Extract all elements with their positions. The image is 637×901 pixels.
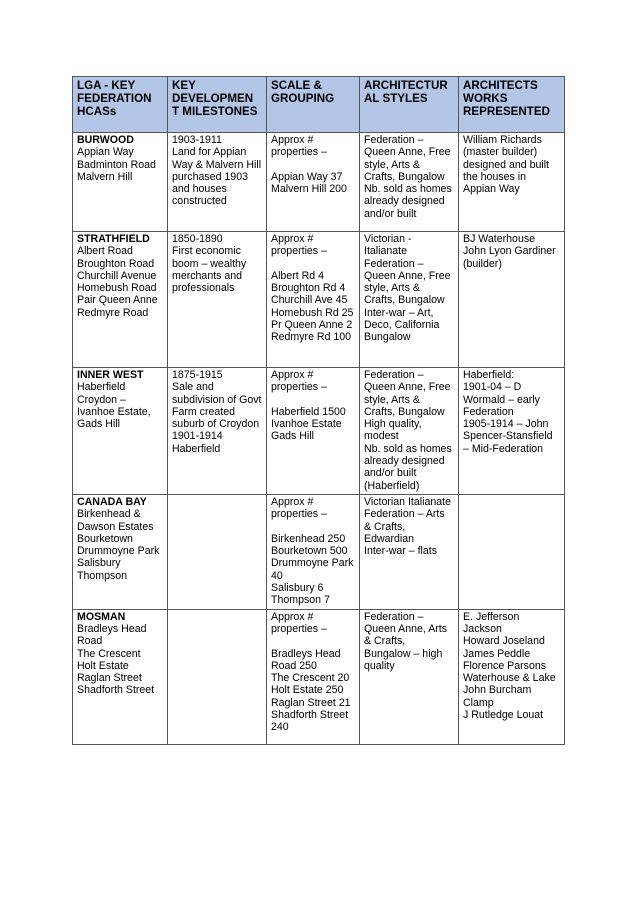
cell-line: Drummoyne Park 40 (271, 557, 354, 582)
cell-line: Albert Rd 4 (271, 269, 324, 282)
cell-line: James Peddle (463, 647, 531, 660)
cell-line: Appian Way 37 (271, 170, 343, 183)
cell-line: Inter-war – flats (364, 545, 438, 558)
cell-line: BJ Waterhouse (463, 233, 536, 245)
cell-line: Shadforth Street 240 (271, 709, 349, 734)
cell-line: 1850-1890 (172, 233, 223, 245)
cell-line: Federation – Queen Anne, Free style, Arts & Crafts, Bungalow (364, 134, 451, 183)
cell-line: Salisbury (77, 557, 121, 570)
cell-line: Federation – Queen Anne, Free style, Arts & Crafts, Bungalow (364, 257, 451, 307)
cell-line (271, 394, 355, 406)
cell-line: Salisbury 6 (271, 582, 324, 595)
cell-line: CANADA BAY (77, 495, 147, 508)
cell-line: Broughton Rd 4 (271, 282, 346, 295)
cell-architects (459, 609, 565, 744)
cell-line: MOSMAN (77, 610, 126, 623)
cell-line: Approx # properties – (271, 610, 327, 635)
cell-line: John Burcham Clamp (463, 684, 532, 709)
cell-milestones (168, 133, 267, 232)
cell-architects (459, 232, 565, 368)
cell-line: STRATHFIELD (77, 233, 150, 245)
cell-line: Approx # properties – (271, 369, 327, 394)
cell-line (271, 635, 355, 647)
cell-line: The Crescent (77, 647, 141, 660)
cell-line: 1875-1915 (172, 369, 223, 381)
cell-line: Raglan Street (77, 672, 142, 685)
cell-line: Pair Queen Anne (77, 294, 158, 307)
cell-line: Redmyre Rd 100 (271, 331, 352, 344)
cell-line (271, 159, 355, 171)
cell-scale (267, 232, 360, 368)
cell-line: Birkenhead & Dawson Estates (77, 508, 154, 533)
table-row (73, 494, 565, 609)
cell-line: Churchill Avenue (77, 269, 157, 282)
cell-line: Badminton Road (77, 158, 156, 171)
cell-architects (459, 133, 565, 232)
cell-line: The Crescent 20 (271, 672, 350, 685)
cell-architects (459, 494, 565, 609)
cell-line: INNER WEST (77, 369, 144, 381)
cell-line: Approx # properties – (271, 233, 327, 258)
cell-line: Federation – Queen Anne, Free style, Arts & Crafts, Bungalow (364, 369, 451, 418)
cell-line: BURWOOD (77, 134, 134, 146)
cell-line: Bradleys Head Road 250 (271, 647, 341, 672)
cell-line: Homebush Rd 25 (271, 306, 354, 319)
cell-line: Malvern Hill (77, 170, 133, 183)
cell-line: Bourketown 500 (271, 545, 348, 558)
cell-line: J Rutledge Louat (463, 709, 544, 722)
cell-line: Appian Way (77, 146, 134, 159)
cell-line: Birkenhead 250 (271, 532, 346, 545)
cell-scale (267, 609, 360, 744)
cell-line: Holt Estate 250 (271, 684, 344, 697)
cell-milestones (168, 609, 267, 744)
cell-milestones (168, 232, 267, 368)
cell-line: Churchill Ave 45 (271, 294, 348, 307)
cell-line: Haberfield: (463, 369, 515, 381)
cell-line: Howard Joseland (463, 635, 545, 648)
cell-line: Redmyre Road (77, 306, 149, 319)
header-styles: ARCHITECTUR AL STYLES (360, 77, 459, 133)
cell-architects (459, 368, 565, 495)
cell-scale (267, 133, 360, 232)
header-row (73, 77, 565, 133)
cell-line: Nb. sold as homes already designed and/or built (Haberfield) (364, 442, 452, 492)
cell-line: Ivanhoe Estate (271, 418, 342, 431)
cell-line: Victorian Italianate (364, 495, 451, 508)
hcas-table (72, 76, 565, 745)
cell-line (271, 258, 355, 270)
cell-line: Bourketown (77, 532, 133, 545)
cell-lga (73, 494, 168, 609)
cell-scale (267, 494, 360, 609)
table-row (73, 609, 565, 744)
cell-line: Land for Appian Way & Malvern Hill purchased 1903 and houses constructed (172, 146, 262, 208)
cell-line: Albert Road (77, 245, 133, 258)
table-row (73, 133, 565, 232)
cell-line: Approx # properties – (271, 134, 327, 159)
cell-scale (267, 368, 360, 495)
cell-line: Thompson (77, 569, 128, 582)
cell-styles (360, 494, 459, 609)
cell-line: Florence Parsons (463, 659, 547, 672)
cell-line (271, 521, 355, 533)
cell-line: Malvern Hill 200 (271, 183, 347, 196)
cell-line: High quality, modest (364, 418, 422, 443)
cell-line: Bradleys Head Road (77, 622, 147, 648)
header-architects: ARCHITECTS WORKS REPRESENTED (459, 77, 565, 133)
cell-lga (73, 232, 168, 368)
cell-line: Inter-war – Art, Deco, California Bungalow (364, 306, 440, 344)
cell-line: Approx # properties – (271, 495, 327, 521)
cell-line: Shadforth Street (77, 684, 155, 697)
cell-line: Waterhouse & Lake (463, 672, 556, 685)
cell-styles (360, 232, 459, 368)
cell-line: John Lyon Gardiner (builder) (463, 245, 556, 270)
cell-line: Nb. sold as homes already designed and/or built (364, 183, 452, 220)
cell-styles (360, 609, 459, 744)
cell-line: Croydon – Ivanhoe Estate, Gads Hill (77, 393, 151, 431)
cell-line: Haberfield 1500 (271, 405, 346, 418)
cell-styles (360, 368, 459, 495)
cell-line: Federation – Queen Anne, Arts & Crafts, (364, 610, 448, 648)
cell-line: First economic boom – wealthy merchants and professionals (172, 245, 247, 295)
cell-line: Gads Hill (271, 430, 314, 443)
cell-lga (73, 368, 168, 495)
cell-line: Raglan Street 21 (271, 696, 351, 709)
cell-line: Bungalow – high quality (364, 647, 443, 672)
cell-line: Drummoyne Park (77, 545, 160, 558)
cell-line: Sale and subdivision of Govt Farm created suburb of Croydon (172, 381, 262, 431)
header-scale: SCALE & GROUPING (267, 77, 360, 133)
cell-milestones (168, 368, 267, 495)
cell-line: 1905-1914 – John Spencer-Stansfield – Mid-Federation (463, 418, 553, 455)
table-row (73, 232, 565, 368)
cell-line: 1901-04 – D Wormald – early Federation (463, 381, 540, 418)
cell-line: E. Jefferson Jackson (463, 610, 520, 635)
cell-line: 1903-1911 (172, 134, 222, 146)
cell-line: Holt Estate (77, 659, 129, 672)
cell-line: Edwardian (364, 532, 415, 545)
cell-milestones (168, 494, 267, 609)
header-lga: LGA - KEY FEDERATION HCASs (73, 77, 168, 133)
cell-lga (73, 133, 168, 232)
cell-line: Homebush Road (77, 282, 157, 295)
header-milestones: KEY DEVELOPMEN T MILESTONES (168, 77, 267, 133)
cell-line: William Richards (master builder) designed and built the houses in Appian Way (463, 134, 549, 196)
cell-line: Victorian - Italianate (364, 233, 412, 258)
cell-line: Pr Queen Anne 2 (271, 319, 353, 332)
cell-line: Broughton Road (77, 257, 155, 270)
cell-line: Haberfield (77, 381, 126, 394)
cell-line: Federation – Arts & Crafts, (364, 508, 445, 533)
cell-styles (360, 133, 459, 232)
cell-line: Thompson 7 (271, 594, 330, 607)
table-row (73, 368, 565, 495)
cell-line: 1901-1914 Haberfield (172, 430, 223, 455)
cell-lga (73, 609, 168, 744)
